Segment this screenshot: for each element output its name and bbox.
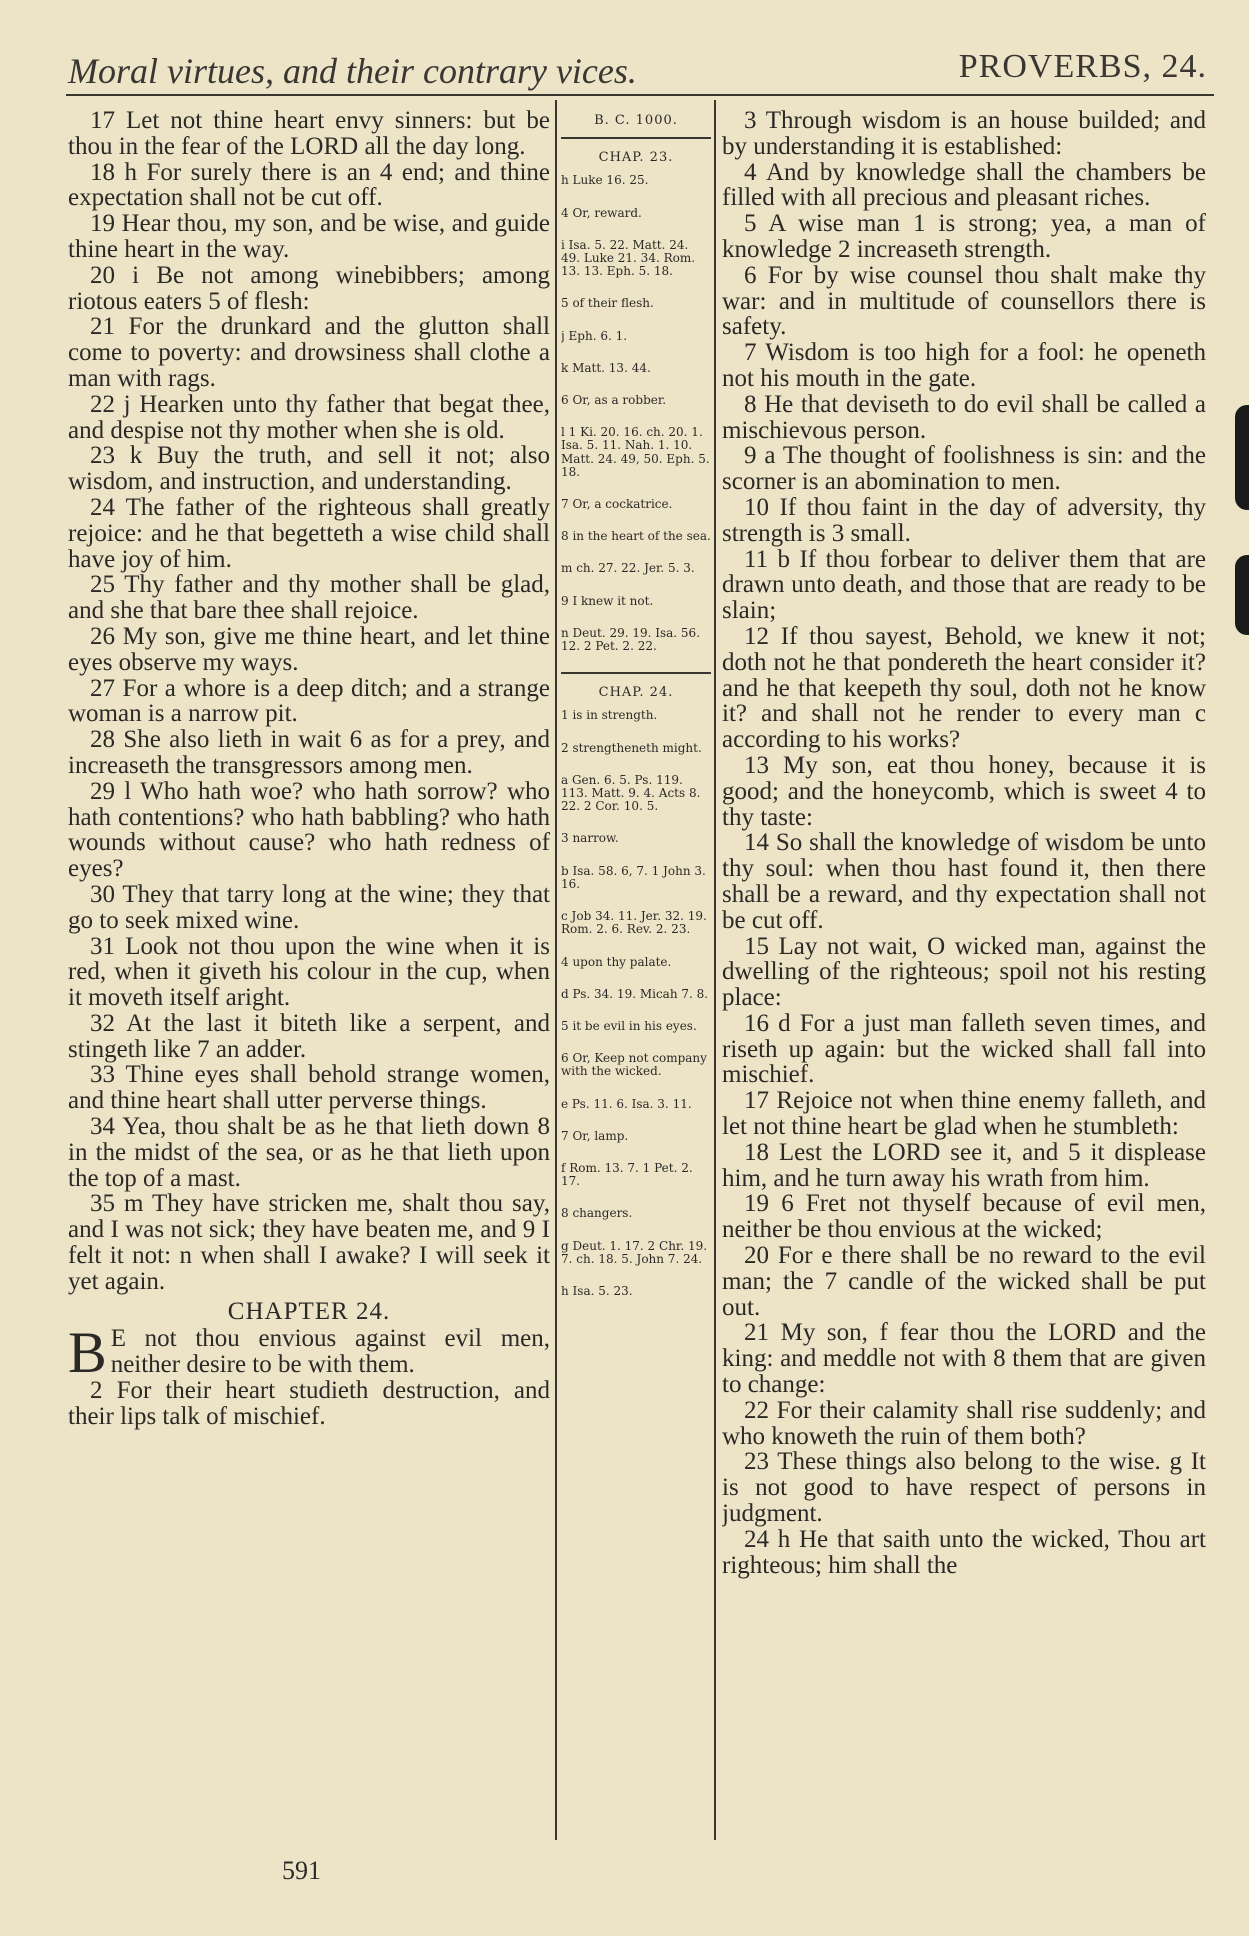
margin-note: 9 I knew it not. bbox=[561, 593, 654, 608]
verse: 19 Hear thou, my son, and be wise, and guide thine heart in the way. bbox=[68, 210, 550, 263]
thumb-index-tab bbox=[1235, 405, 1249, 510]
verse: 31 Look not thou upon the wine when it is red, when it giveth his colour in the cup, when it moveth itself aright. bbox=[68, 932, 550, 1012]
verse: 20 i Be not among winebibbers; among riotous eaters 5 of flesh: bbox=[68, 261, 550, 315]
margin-note: 5 it be evil in his eyes. bbox=[561, 1018, 697, 1033]
left-text-column bbox=[68, 108, 550, 1838]
left-verses bbox=[68, 108, 550, 1295]
margin-note: 6 Or, Keep not company with the wicked. bbox=[561, 1051, 707, 1079]
margin-rule bbox=[561, 672, 711, 674]
chapter-24-verse-2: 2 For their heart studieth destruction, and their lips talk of mischief. bbox=[68, 1377, 550, 1430]
margin-note: a Gen. 6. 5. Ps. 119. 113. Matt. 9. 4. Acts 8. 22. 2 Cor. 10. 5. bbox=[561, 772, 701, 814]
drop-cap: B bbox=[68, 1320, 107, 1386]
verse: 24 The father of the righteous shall greatly rejoice: and he that begetteth a wise child shall have joy of him. bbox=[68, 493, 550, 573]
verse: 8 He that deviseth to do evil shall be called a mischievous person. bbox=[722, 390, 1206, 444]
verse: 21 My son, f fear thou the LORD and the king: and meddle not with 8 them that are given to change: bbox=[722, 1319, 1206, 1399]
margin-note: 4 upon thy palate. bbox=[561, 954, 672, 969]
margin-note: m ch. 27. 22. Jer. 5. 3. bbox=[561, 561, 695, 576]
verse: 5 A wise man 1 is strong; yea, a man of knowledge 2 increaseth strength. bbox=[722, 210, 1206, 263]
chapter-24-notes bbox=[561, 709, 711, 1298]
verse: 21 For the drunkard and the glutton shall come to poverty: and drowsiness shall clothe a man with rags. bbox=[68, 313, 550, 392]
right-verses bbox=[722, 108, 1206, 1578]
verse: 12 If thou sayest, Behold, we knew it not; doth not he that pondereth the heart consider it? and he that keepeth thy soul, doth not he know it? and shall not he render to every man c according to his works? bbox=[722, 622, 1206, 754]
margin-note: g Deut. 1. 17. 2 Chr. 19. 7. ch. 18. 5. John 7. 24. bbox=[561, 1238, 708, 1266]
verse: 20 For e there shall be no reward to the evil man; the 7 candle of the wicked shall be put out. bbox=[722, 1242, 1206, 1321]
margin-note: 3 narrow. bbox=[561, 831, 619, 846]
margin-note: 6 Or, as a robber. bbox=[561, 393, 667, 408]
margin-note: d Ps. 34. 19. Micah 7. 8. bbox=[561, 986, 709, 1001]
verse-text: E not thou envious against evil men, neither desire to be with them. bbox=[110, 1325, 550, 1379]
verse: 17 Let not thine heart envy sinners: but be thou in the fear of the LORD all the day long. bbox=[68, 108, 550, 160]
margin-note: k Matt. 13. 44. bbox=[561, 360, 651, 375]
right-text-column bbox=[722, 108, 1206, 1838]
verse: 32 At the last it biteth like a serpent, and stingeth like 7 an adder. bbox=[68, 1009, 550, 1063]
date-note: B. C. 1000. bbox=[594, 113, 678, 128]
margin-note: 8 in the heart of the sea. bbox=[561, 529, 711, 544]
verse: 4 And by knowledge shall the chambers be filled with all precious and pleasant riches. bbox=[722, 158, 1206, 212]
verse: 11 b If thou forbear to deliver them that are drawn unto death, and those that are ready to be slain; bbox=[722, 545, 1206, 625]
verse: 13 My son, eat thou honey, because it is good; and the honeycomb, which is sweet 4 to thy taste: bbox=[722, 751, 1206, 831]
verse: 33 Thine eyes shall behold strange women, and thine heart shall utter perverse things. bbox=[68, 1061, 550, 1115]
verse: 14 So shall the knowledge of wisdom be unto thy soul: when thou hast found it, then there shall be a reward, and thy expectation shall not be cut off. bbox=[722, 829, 1206, 934]
verse: 26 My son, give me thine heart, and let thine eyes observe my ways. bbox=[68, 622, 550, 676]
column-divider-right bbox=[714, 100, 716, 1840]
running-head-right: PROVERBS, 24. bbox=[958, 48, 1207, 85]
marginal-references bbox=[561, 112, 711, 1832]
verse: 27 For a whore is a deep ditch; and a strange woman is a narrow pit. bbox=[68, 674, 550, 728]
verse: 35 m They have stricken me, shalt thou say, and I was not sick; they have beaten me, and 9 I felt it not: n when shall I awake? I will seek it yet again. bbox=[68, 1190, 550, 1295]
verse: 24 h He that saith unto the wicked, Thou art righteous; him shall the bbox=[722, 1525, 1206, 1579]
verse: 19 6 Fret not thyself because of evil men, neither be thou envious at the wicked; bbox=[722, 1190, 1206, 1244]
margin-note: i Isa. 5. 22. Matt. 24. 49. Luke 21. 34. Rom. 13. 13. Eph. 5. 18. bbox=[561, 237, 696, 279]
verse: 3 Through wisdom is an house builded; and by understanding it is established: bbox=[722, 108, 1206, 160]
margin-note: j Eph. 6. 1. bbox=[561, 328, 628, 343]
margin-note: h Luke 16. 25. bbox=[561, 173, 649, 188]
verse: 22 j Hearken unto thy father that begat thee, and despise not thy mother when she is old. bbox=[68, 390, 550, 444]
chapter-24-verse-1 bbox=[68, 1320, 550, 1386]
verse: 7 Wisdom is too high for a fool: he openeth not his mouth in the gate. bbox=[722, 339, 1206, 392]
verse: 17 Rejoice not when thine enemy falleth, and let not thine heart be glad when he stumbleth: bbox=[722, 1087, 1206, 1141]
chapter-23-notes bbox=[561, 174, 711, 653]
margin-note: b Isa. 58. 6, 7. 1 John 3. 16. bbox=[561, 863, 706, 891]
verse: 29 l Who hath woe? who hath sorrow? who hath contentions? who hath babbling? who hath wounds without cause? who hath redness of eyes? bbox=[68, 777, 550, 883]
column-divider-left bbox=[555, 100, 557, 1840]
verse: 9 a The thought of foolishness is sin: and the scorner is an abomination to men. bbox=[722, 442, 1206, 496]
verse: 18 Lest the LORD see it, and 5 it displease him, and he turn away his wrath from him. bbox=[722, 1138, 1206, 1192]
margin-note: 1 is in strength. bbox=[561, 708, 658, 723]
chapter-23-references-head: CHAP. 23. bbox=[598, 150, 674, 166]
margin-note: 7 Or, a cockatrice. bbox=[561, 497, 673, 512]
margin-rule bbox=[561, 137, 711, 139]
verse: 10 If thou faint in the day of adversity, thy strength is 3 small. bbox=[722, 493, 1206, 547]
margin-note: l 1 Ki. 20. 16. ch. 20. 1. Isa. 5. 11. Nah. 1. 10. Matt. 24. 49, 50. Eph. 5. 18. bbox=[561, 425, 710, 479]
margin-note: n Deut. 29. 19. Isa. 56. 12. 2 Pet. 2. 22. bbox=[561, 625, 701, 654]
verse: 18 h For surely there is an 4 end; and thine expectation shall not be cut off. bbox=[68, 158, 550, 212]
margin-note: 2 strengtheneth might. bbox=[561, 740, 702, 755]
margin-note: e Ps. 11. 6. Isa. 3. 11. bbox=[561, 1096, 692, 1111]
margin-note: f Rom. 13. 7. 1 Pet. 2. 17. bbox=[561, 1160, 693, 1189]
verse: 15 Lay not wait, O wicked man, against the dwelling of the righteous; spoil not his resting place: bbox=[722, 932, 1206, 1012]
margin-note: 4 Or, reward. bbox=[561, 205, 642, 220]
verse: 16 d For a just man falleth seven times, and riseth up again: but the wicked shall fall into mischief. bbox=[722, 1009, 1206, 1089]
chapter-24-references-head: CHAP. 24. bbox=[598, 685, 674, 701]
header-rule bbox=[66, 94, 1214, 96]
margin-note: 8 changers. bbox=[561, 1206, 633, 1221]
margin-note: 7 Or, lamp. bbox=[561, 1128, 629, 1143]
verse: 25 Thy father and thy mother shall be glad, and she that bare thee shall rejoice. bbox=[68, 571, 550, 625]
running-head-left: Moral virtues, and their contrary vices. bbox=[68, 51, 637, 91]
verse: 30 They that tarry long at the wine; they that go to seek mixed wine. bbox=[68, 880, 550, 934]
margin-note: c Job 34. 11. Jer. 32. 19. Rom. 2. 6. Rev. 2. 23. bbox=[561, 909, 707, 937]
verse: 22 For their calamity shall rise suddenly; and who knoweth the ruin of them both? bbox=[722, 1396, 1206, 1450]
margin-note: 5 of their flesh. bbox=[561, 296, 654, 311]
verse: 6 For by wise counsel thou shalt make thy war: and in multitude of counsellors there is safety. bbox=[722, 261, 1206, 341]
page-number: 591 bbox=[282, 1856, 321, 1885]
chapter-heading: CHAPTER 24. bbox=[227, 1297, 391, 1325]
verse: 23 k Buy the truth, and sell it not; also wisdom, and instruction, and understanding. bbox=[68, 442, 550, 496]
verse: 34 Yea, thou shalt be as he that lieth down 8 in the midst of the sea, or as he that lieth upon the top of a mast. bbox=[68, 1113, 550, 1192]
margin-note: h Isa. 5. 23. bbox=[561, 1283, 633, 1298]
verse: 28 She also lieth in wait 6 as for a prey, and increaseth the transgressors among men. bbox=[68, 726, 550, 779]
thumb-index-tab bbox=[1235, 555, 1249, 635]
verse: 23 These things also belong to the wise. g It is not good to have respect of persons in judgment. bbox=[722, 1448, 1206, 1528]
